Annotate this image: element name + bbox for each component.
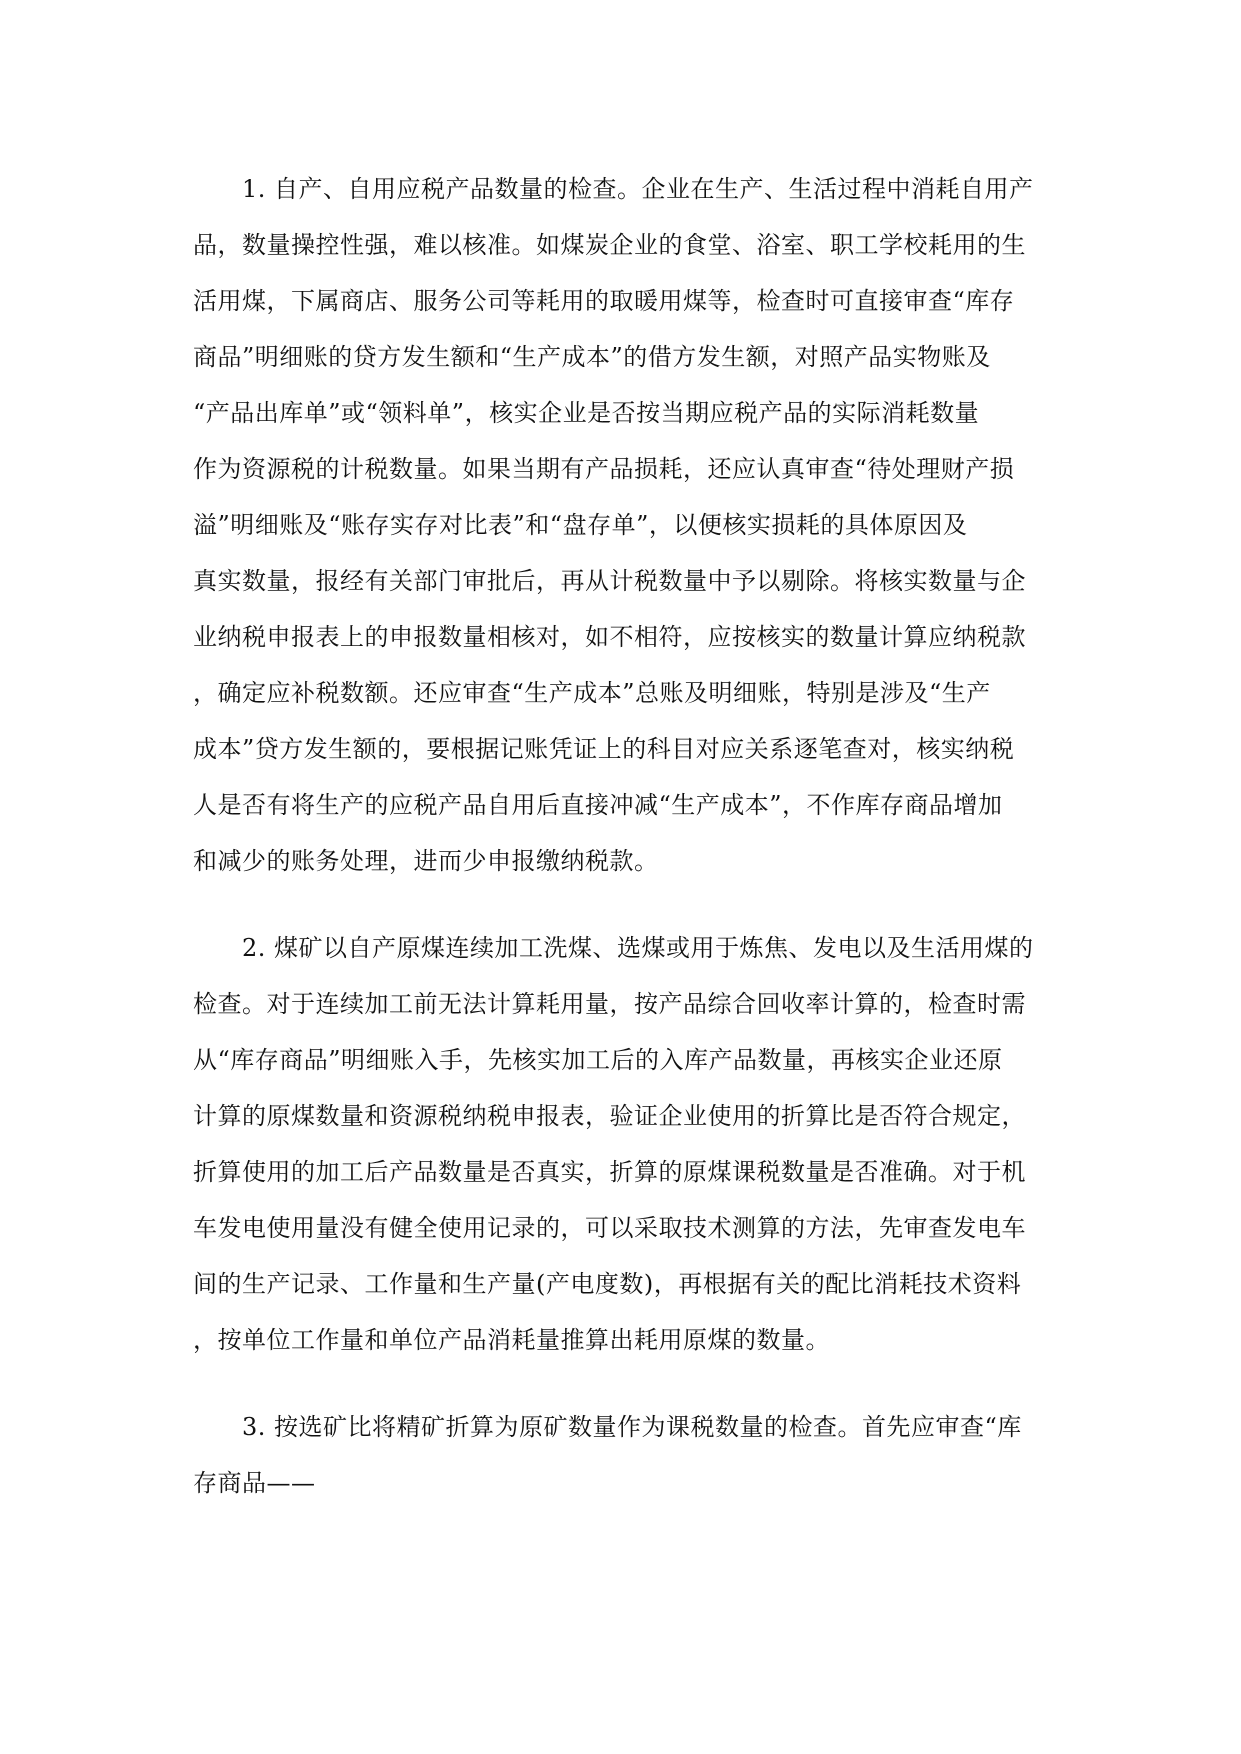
paragraph-3-line-2: 存商品—— bbox=[193, 1469, 316, 1497]
paragraph-1-line-2: 品，数量操控性强，难以核准。如煤炭企业的食堂、浴室、职工学校耗用的生 bbox=[193, 231, 1026, 259]
paragraph-1-line-6: 作为资源税的计税数量。如果当期有产品损耗，还应认真审查“待处理财产损 bbox=[193, 455, 1015, 483]
paragraph-2-line-3: 从“库存商品”明细账入手，先核实加工后的入库产品数量，再核实企业还原 bbox=[193, 1046, 1003, 1074]
paragraph-1-line-11: 成本”贷方发生额的，要根据记账凭证上的科目对应关系逐笔查对，核实纳税 bbox=[193, 735, 1015, 763]
paragraph-1-line-13: 和减少的账务处理，进而少申报缴纳税款。 bbox=[193, 847, 659, 875]
paragraph-2-line-2: 检查。对于连续加工前无法计算耗用量，按产品综合回收率计算的，检查时需 bbox=[193, 990, 1026, 1018]
paragraph-1-line-12: 人是否有将生产的应税产品自用后直接冲减“生产成本”，不作库存商品增加 bbox=[193, 791, 1003, 819]
paragraph-1-line-5: “产品出库单”或“领料单”，核实企业是否按当期应税产品的实际消耗数量 bbox=[193, 399, 980, 427]
paragraph-2-line-1: 2. 煤矿以自产原煤连续加工洗煤、选煤或用于炼焦、发电以及生活用煤的 bbox=[242, 934, 1034, 962]
paragraph-2-line-8: ，按单位工作量和单位产品消耗量推算出耗用原煤的数量。 bbox=[193, 1326, 830, 1354]
paragraph-2-line-7: 间的生产记录、工作量和生产量(产电度数)，再根据有关的配比消耗技术资料 bbox=[193, 1270, 1022, 1298]
paragraph-1-line-1: 1. 自产、自用应税产品数量的检查。企业在生产、生活过程中消耗自用产 bbox=[242, 175, 1034, 203]
paragraph-1-line-7: 溢”明细账及“账存实存对比表”和“盘存单”，以便核实损耗的具体原因及 bbox=[193, 511, 968, 539]
paragraph-1-line-10: ，确定应补税数额。还应审查“生产成本”总账及明细账，特别是涉及“生产 bbox=[193, 679, 991, 707]
paragraph-1-line-8: 真实数量，报经有关部门审批后，再从计税数量中予以剔除。将核实数量与企 bbox=[193, 567, 1026, 595]
paragraph-2-line-6: 车发电使用量没有健全使用记录的，可以采取技术测算的方法，先审查发电车 bbox=[193, 1214, 1026, 1242]
paragraph-1-line-9: 业纳税申报表上的申报数量相核对，如不相符，应按核实的数量计算应纳税款 bbox=[193, 623, 1026, 651]
paragraph-2-line-5: 折算使用的加工后产品数量是否真实，折算的原煤课税数量是否准确。对于机 bbox=[193, 1158, 1026, 1186]
paragraph-1-line-4: 商品”明细账的贷方发生额和“生产成本”的借方发生额，对照产品实物账及 bbox=[193, 343, 991, 371]
paragraph-2-line-4: 计算的原煤数量和资源税纳税申报表，验证企业使用的折算比是否符合规定， bbox=[193, 1102, 1026, 1130]
paragraph-1-line-3: 活用煤，下属商店、服务公司等耗用的取暖用煤等，检查时可直接审查“库存 bbox=[193, 287, 1015, 315]
paragraph-3-line-1: 3. 按选矿比将精矿折算为原矿数量作为课税数量的检查。首先应审查“库 bbox=[242, 1413, 1022, 1441]
